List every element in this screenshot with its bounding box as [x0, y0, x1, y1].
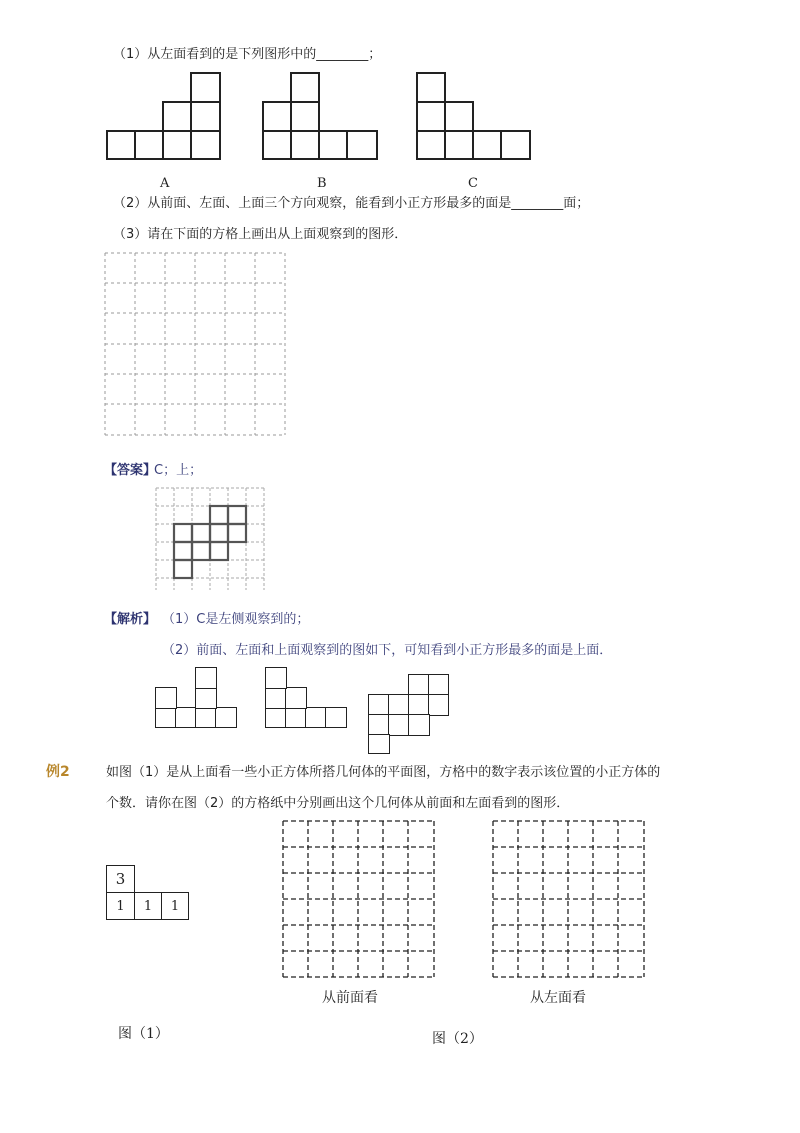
answer-label: 【答案】: [104, 463, 157, 478]
answer-top-view-grid: [155, 487, 267, 591]
figure-1-caption: 图（1）: [118, 1026, 169, 1042]
front-view-answer-grid[interactable]: [282, 820, 436, 979]
plan-cell: 1: [106, 892, 135, 920]
analysis-label: 【解析】: [104, 612, 157, 627]
question-1: （1）从左面看到的是下列图形中的________；: [113, 47, 382, 62]
option-a-label: A: [160, 176, 170, 191]
question-3: （3）请在下面的方格上画出从上面观察到的图形．: [113, 227, 408, 242]
plan-cell: 1: [134, 892, 162, 920]
option-b-label: B: [317, 176, 327, 191]
example-text-2: 个数．请你在图（2）的方格纸中分别画出这个几何体从前面和左面看到的图形．: [106, 796, 570, 811]
answer-grid-q3[interactable]: [104, 252, 286, 436]
analysis-2: （2）前面、左面和上面观察到的图如下，可知看到小正方形最多的面是上面．: [162, 643, 613, 658]
left-view-caption: 从左面看: [530, 990, 586, 1006]
left-view-answer-grid[interactable]: [492, 820, 646, 979]
answer-text: C；上；: [154, 463, 203, 478]
example-text-1: 如图（1）是从上面看一些小正方体所搭几何体的平面图，方格中的数字表示该位置的小正方体的: [106, 765, 661, 780]
question-2: （2）从前面、左面、上面三个方向观察，能看到小正方形最多的面是________面；: [113, 196, 590, 211]
example-label: 例2: [46, 764, 70, 780]
front-view-caption: 从前面看: [322, 990, 378, 1006]
analysis-1: （1）C是左侧观察到的；: [162, 612, 310, 627]
figure-2-caption: 图（2）: [432, 1031, 483, 1047]
option-c-label: C: [468, 176, 478, 191]
plan-cell: 1: [161, 892, 189, 920]
plan-cell: 3: [106, 865, 135, 893]
